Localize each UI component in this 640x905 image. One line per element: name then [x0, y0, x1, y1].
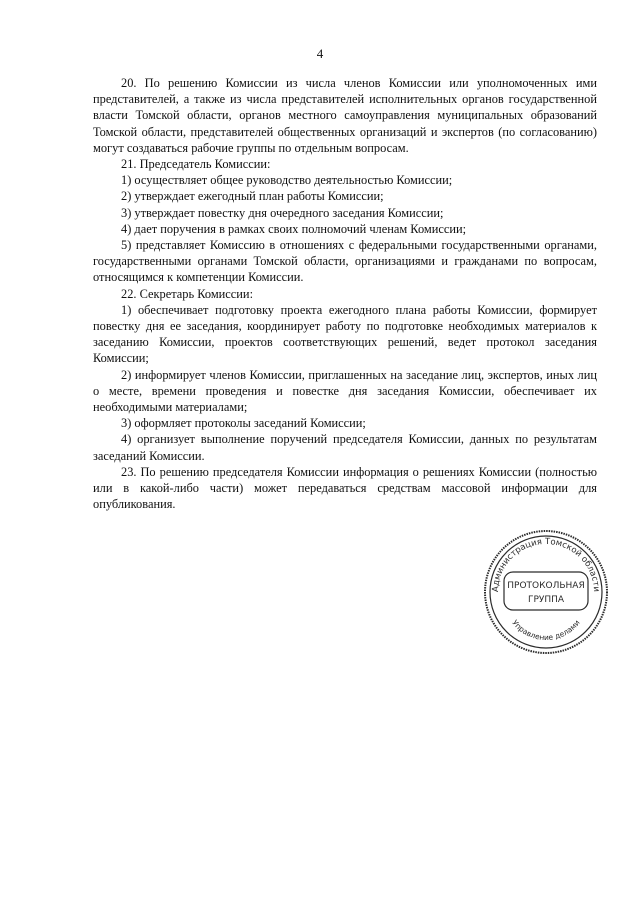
stamp-ring-text: Администрация Томской области — [490, 536, 602, 593]
paragraph-23: 23. По решению председателя Комиссии информация о решениях Комиссии (полностью или в какой-либо части) может передаваться средствам массовой информации для опубликования. — [93, 464, 597, 512]
stamp-bottom-text: Управление делами — [510, 618, 582, 643]
paragraph-20: 20. По решению Комиссии из числа членов Комиссии или уполномоченных ими представителей, а также из числа представителей исполнительных органов государственной власти Томской области, органов местного самоуправления муниципальных образований Томской области, представителей общественных организаций и экспертов (по согласованию) могут создаваться рабочие группы по отдельным вопросам. — [93, 76, 597, 155]
stamp-center-line-2: ГРУППА — [527, 595, 565, 605]
chairman-duty-5: 5) представляет Комиссию в отношениях с федеральными государственными органами, государственными органами Томской области, организациями и гражданами по вопросам, относящимся к компетенции Комиссии. — [93, 238, 597, 285]
page-number: 4 — [316, 46, 324, 61]
official-stamp — [482, 528, 610, 656]
stamp-inner-ring — [490, 536, 602, 648]
stamp-seal-icon — [482, 528, 610, 656]
chairman-duty-2: 2) утверждает ежегодный план работы Комиссии; — [121, 189, 384, 204]
secretary-duty-4: 4) организует выполнение поручений председателя Комиссии, данных по результатам заседаний Комиссии. — [93, 432, 597, 463]
paragraph-21-heading: 21. Председатель Комиссии: — [121, 157, 271, 172]
stamp-center-line-1: ПРОТОКОЛЬНАЯ — [507, 581, 585, 591]
paragraph-22-heading: 22. Секретарь Комиссии: — [121, 286, 254, 301]
chairman-duty-3: 3) утверждает повестку дня очередного заседания Комиссии; — [121, 205, 444, 220]
document-body — [93, 75, 597, 512]
chairman-duty-4: 4) дает поручения в рамках своих полномочий членам Комиссии; — [121, 221, 467, 236]
chairman-duty-1: 1) осуществляет общее руководство деятельностью Комиссии; — [121, 173, 453, 188]
secretary-duty-2: 2) информирует членов Комиссии, приглашенных на заседание лиц, экспертов, иных лиц о месте, времени проведения и повестке дня заседания Комиссии, обеспечивает их необходимыми материалами; — [93, 367, 597, 415]
secretary-duty-1: 1) обеспечивает подготовку проекта ежегодного плана работы Комиссии, формирует повестку дня ее заседания, координирует работу по подготовке необходимых материалов к заседанию Комиссии, проектов соответствующих решений, ведет протокол заседания Комиссии; — [93, 302, 597, 366]
secretary-duty-3: 3) оформляет протоколы заседаний Комиссии; — [121, 416, 366, 431]
